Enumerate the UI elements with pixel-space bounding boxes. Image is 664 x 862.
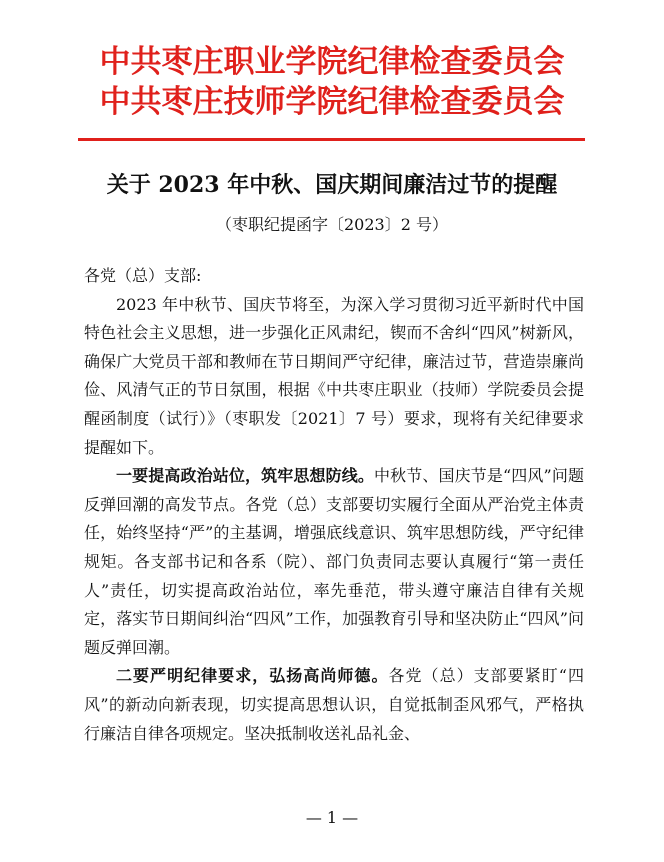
letterhead-org-line-1: 中共枣庄职业学院纪律检查委员会 (99, 44, 565, 80)
document-title: 关于 2023 年中秋、国庆期间廉洁过节的提醒 (106, 172, 558, 198)
letterhead-red-rule (78, 138, 585, 141)
letterhead-org-line-2: 中共枣庄技师学院纪律检查委员会 (99, 84, 565, 120)
document-number: （枣职纪提函字〔2023〕2 号） (216, 215, 448, 234)
intro-paragraph: 2023 年中秋节、国庆节将至，为深入学习贯彻习近平新时代中国特色社会主义思想，进一步强化正风肃纪，锲而不舍纠“四风”树新风，确保广大党员干部和教师在节日期间严守纪律，廉洁过节，营造崇廉尚俭、风清气正的节日氛围，根据《中共枣庄职业（技师）学院委员会提醒函制度（试行）》（枣职发〔2021〕7 号）要求，现将有关纪律要求提醒如下。 (84, 294, 584, 457)
page-number: — 1 — (305, 808, 359, 827)
section-lead-1: 一要提高政治站位，筑牢思想防线。 (116, 466, 374, 486)
section-paragraph-2 (84, 662, 584, 748)
letterhead (0, 42, 664, 122)
section-paragraph-1 (84, 462, 584, 662)
section-text-1: 中秋节、国庆节是“四风”问题反弹回潮的高发节点。各党（总）支部要切实履行全面从严治党主体责任，始终坚持“严”的主基调，增强底线意识、筑牢思想防线，严守纪律规矩。各支部书记和各系（院）、部门负责同志要认真履行“第一责任人”责任，切实提高政治站位，率先垂范，带头遵守廉洁自律有关规定，落实节日期间纠治“四风”工作，加强教育引导和坚决防止“四风”问题反弹回潮。 (84, 466, 584, 657)
salutation: 各党（总）支部: (84, 266, 202, 285)
document-body (84, 262, 584, 748)
section-lead-2: 二要严明纪律要求，弘扬高尚师德。 (116, 666, 389, 686)
section-text-2: 各党（总）支部要紧盯“四风”的新动向新表现，切实提高思想认识，自觉抵制歪风邪气，严格执行廉洁自律各项规定。坚决抵制收送礼品礼金、 (84, 666, 584, 743)
